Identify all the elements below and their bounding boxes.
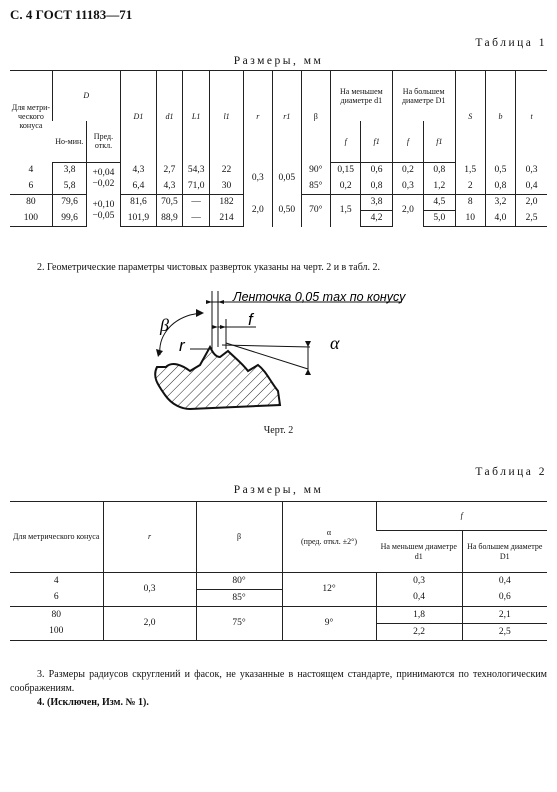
t1-head-sf1: f1 [361, 121, 392, 163]
table-cell: 214 [210, 211, 243, 227]
table-cell: 2,5 [516, 211, 547, 227]
t1-head-r: r [243, 71, 272, 163]
table-cell: 0,50 [273, 195, 302, 227]
table-cell: 0,4 [516, 179, 547, 195]
table1-subtitle: Размеры, мм [233, 55, 324, 67]
t1-head-d1: d1 [157, 71, 183, 163]
table-cell: 4,2 [361, 211, 392, 227]
paragraph-3: 3. Размеры радиусов скруглений и фасок, не указанные в настоящем стандарте, принимаются по технологическим соображениям. [10, 669, 547, 694]
table-cell: 4,5 [424, 195, 455, 211]
table-cell: 79,6 [52, 195, 86, 211]
table-cell: 6,4 [120, 179, 156, 195]
table-cell: 2,0 [392, 195, 423, 227]
table-cell: 0,15 [330, 163, 361, 179]
table-cell: 6 [53, 592, 59, 603]
figure-caption: Черт. 2 [263, 425, 294, 436]
t2-head-r: r [103, 502, 196, 573]
table-cell: 90° [301, 163, 330, 179]
t2-head-alpha: α (пред. откл. ±2°) [282, 502, 376, 573]
t1-head-t: t [516, 71, 547, 163]
table-cell: 1,5 [455, 163, 485, 179]
paragraph-2: 2. Геометрические параметры чистовых разверток указаны на черт. 2 и в табл. 2. [37, 262, 381, 273]
t2-head-f: f [376, 502, 547, 531]
table2-subtitle: Размеры, мм [233, 484, 324, 496]
table-cell: 100 [49, 626, 64, 637]
table-cell: +0,04 −0,02 [87, 163, 121, 195]
table-cell: 88,9 [157, 211, 183, 227]
t1-head-beta: β [301, 71, 330, 163]
table-cell: +0,10 −0,05 [87, 195, 121, 227]
table-cell: 2,1 [462, 607, 547, 624]
beta-label: β [160, 315, 169, 335]
table-cell: 4,3 [157, 179, 183, 195]
table-cell: 75° [196, 607, 282, 641]
table-cell: 182 [210, 195, 243, 211]
paragraph-4: 4. (Исключен, Изм. № 1). [37, 697, 149, 708]
table-cell: 1,5 [330, 195, 361, 227]
table-cell: 0,8 [361, 179, 392, 195]
table-cell: 5,0 [424, 211, 455, 227]
table-cell: 80 [26, 197, 36, 208]
t1-head-D-nom: Но-мин. [52, 121, 86, 163]
table-cell: 1,8 [376, 607, 462, 624]
table-cell: 0,6 [462, 590, 547, 607]
table-cell: 80 [51, 609, 61, 620]
table-cell: 8 [455, 195, 485, 211]
t1-head-lf1: f1 [424, 121, 455, 163]
table-cell: 0,3 [516, 163, 547, 179]
table-cell: 6 [10, 179, 52, 195]
table-cell: 0,4 [462, 573, 547, 590]
table-cell: 80° [196, 573, 282, 590]
table-cell: 0,6 [361, 163, 392, 179]
t1-head-D1: D1 [120, 71, 156, 163]
t1-head-D-dev: Пред. откл. [87, 121, 121, 163]
table-cell: 70,5 [157, 195, 183, 211]
table-cell: 4,0 [485, 211, 515, 227]
table2-caption: Таблица 2 [475, 466, 547, 478]
table1-caption: Таблица 1 [475, 37, 547, 49]
table-cell: 22 [210, 163, 243, 179]
table-cell: 3,8 [52, 163, 86, 179]
page-header: С. 4 ГОСТ 11183—71 [10, 7, 133, 22]
table-cell: — [182, 195, 210, 211]
table-cell: 9° [282, 607, 376, 641]
t1-head-sf: f [330, 121, 361, 163]
table-cell: 85° [301, 179, 330, 195]
table-cell: 30 [210, 179, 243, 195]
t1-head-larger: На большем диаметре D1 [392, 71, 455, 121]
reamer-profile-drawing [130, 285, 430, 427]
table2 [10, 501, 547, 641]
table-cell: 100 [10, 211, 52, 227]
table-cell: 0,2 [392, 163, 423, 179]
table1 [10, 70, 547, 227]
table-cell: 3,8 [361, 195, 392, 211]
t1-head-smaller: На меньшем диаметре d1 [330, 71, 392, 121]
table-cell: 12° [282, 573, 376, 607]
table-cell: 0,8 [424, 163, 455, 179]
table-cell: 101,9 [120, 211, 156, 227]
table-cell: 0,3 [376, 573, 462, 590]
table-cell: 2,0 [103, 607, 196, 641]
table-cell: 0,3 [392, 179, 423, 195]
t1-head-b: b [485, 71, 515, 163]
reamer-body [155, 347, 280, 409]
strip-label: Ленточка 0,05 max по конусу [233, 290, 406, 304]
table-cell: 4 [28, 165, 34, 176]
t2-head-beta: β [196, 502, 282, 573]
table-cell: 0,5 [485, 163, 515, 179]
t2-head-cone: Для метрического конуса [10, 502, 103, 573]
alpha-label: α [330, 333, 340, 353]
r-label: r [179, 336, 185, 355]
table-cell: 5,8 [52, 179, 86, 195]
table-cell: 0,2 [330, 179, 361, 195]
table-cell: 0,4 [376, 590, 462, 607]
table-cell: 2 [455, 179, 485, 195]
t1-head-r1: r1 [273, 71, 302, 163]
table-cell: 81,6 [120, 195, 156, 211]
table-cell: 2,7 [157, 163, 183, 179]
table-cell: 85° [196, 590, 282, 607]
table-cell: 2,0 [243, 195, 272, 227]
table-cell: 4,3 [120, 163, 156, 179]
table-cell: 0,05 [273, 163, 302, 195]
table-cell: 1,2 [424, 179, 455, 195]
t1-head-D: D [52, 71, 120, 121]
table-cell: 99,6 [52, 211, 86, 227]
t1-head-S: S [455, 71, 485, 163]
table-cell: 2,5 [462, 624, 547, 641]
t2-head-smaller: На меньшем диаметре d1 [376, 531, 462, 573]
table-cell: 0,3 [243, 163, 272, 195]
table-cell: 4 [53, 575, 59, 586]
table-cell: 0,8 [485, 179, 515, 195]
table-cell: 71,0 [182, 179, 210, 195]
f-label: f [248, 310, 253, 329]
t1-head-L1: L1 [182, 71, 210, 163]
table-cell: 70° [301, 195, 330, 227]
table-cell: — [182, 211, 210, 227]
table-cell: 2,2 [376, 624, 462, 641]
t2-head-larger: На большем диаметре D1 [462, 531, 547, 573]
t1-head-cone: Для метри-ческого конуса [10, 71, 52, 163]
table-cell: 10 [455, 211, 485, 227]
table-cell: 54,3 [182, 163, 210, 179]
table-cell: 2,0 [516, 195, 547, 211]
t1-head-lf: f [392, 121, 423, 163]
table-cell: 0,3 [103, 573, 196, 607]
t1-head-l1: l1 [210, 71, 243, 163]
table-cell: 3,2 [485, 195, 515, 211]
